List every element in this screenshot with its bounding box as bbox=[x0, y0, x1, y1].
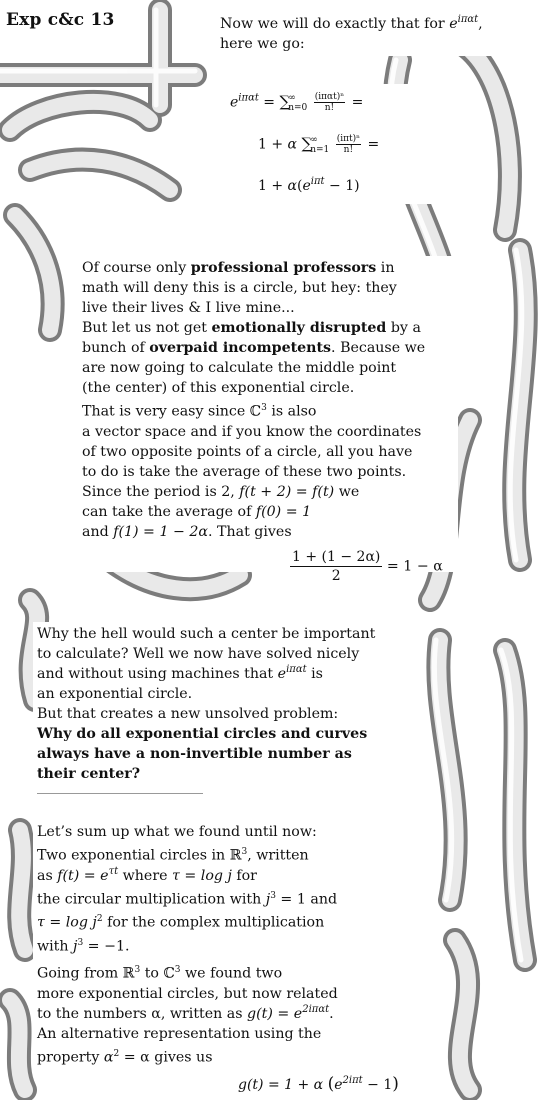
open-question-line-2: always have a non-invertible number as bbox=[37, 746, 352, 762]
final-equation: g(t) = 1 + α $(e^{2i\pi t} - 1)$ bbox=[232, 1072, 405, 1096]
page-title: Exp c&c 13 bbox=[6, 10, 115, 30]
equation-line-3: $1 + \alpha(e^{i\pi t} - 1)$ bbox=[258, 176, 360, 194]
equation-line-2: 1 + α ∑ ∞ n=1 $\frac{\text{(iπt)ⁿ}}{n!}$ = bbox=[258, 134, 380, 155]
equation-1-fraction: $\frac{\text{(iπαt)ⁿ}}{n!}$ bbox=[314, 92, 345, 113]
section-summary: Let’s sum up what we found until now: Two exponential circles in ℝ$^3$, written as $f(t) = e^{\tau t}$ where τ = log j for the circular multiplication with $j^3 = 1$ and $\tau = \log j^2$ for the complex multiplication with $j^3 = -1$. bbox=[33, 820, 391, 959]
section-divider bbox=[37, 793, 203, 794]
section-center-question: Why the hell would such a center be important to calculate? Well we now have solved nicely and without using machines that $e^{i\pi\alpha t}$ is an exponential circle. But that creates a new unsolved problem: Why do all exponential circles and curves always have a non-invertible number as their center? bbox=[33, 622, 391, 813]
intro-line-1: Now we will do exactly that for $e^{i\pi\alpha t}$, bbox=[220, 14, 483, 32]
series-equation-block bbox=[222, 84, 440, 204]
average-equation: $\frac{1 + (1 - 2\alpha)}{2}$ = 1 − α bbox=[292, 549, 443, 584]
intro-line-2: here we go: bbox=[220, 36, 305, 52]
open-question-line-3: their center? bbox=[37, 766, 141, 782]
equation-2-fraction: $\frac{\text{(iπt)ⁿ}}{n!}$ bbox=[336, 134, 361, 155]
open-question-line-1: Why do all exponential circles and curves bbox=[37, 726, 368, 742]
equation-line-1: $e^{i\pi\alpha t}$ = ∑ ∞ n=0 $\frac{\text{(iπαt)ⁿ}}{n!}$ = bbox=[230, 92, 364, 113]
section-center-calculation: Of course only professional professors in math will deny this is a circle, but hey: they live their lives & I live mine... But let us not get emotionally disrupted by a bunch of overpaid incompetents. Because we are now going to calculate the middle point (the center) of this exponential circle. That is very easy since ℂ$^3$ is also a vector space and if you know the coordinates of two opposite points of a circle, all you have to do is take the average of these two points. Since the period is 2, f(t + 2) = f(t) we can take the average of f(0) = 1 and f(1) = 1 − 2α. That gives $\frac{1 + (1 - 2\alpha)}{2}$ = 1 − α bbox=[78, 256, 458, 572]
intro-text bbox=[218, 12, 522, 56]
section-complex-circles: Going from ℝ$^3$ to ℂ$^3$ we found two more exponential circles, but now related to the numbers α, written as $g(t) = e^{2i\pi\alpha t}$. An alternative representation using the property $\alpha^2 = \alpha$ gives us bbox=[33, 958, 391, 1069]
